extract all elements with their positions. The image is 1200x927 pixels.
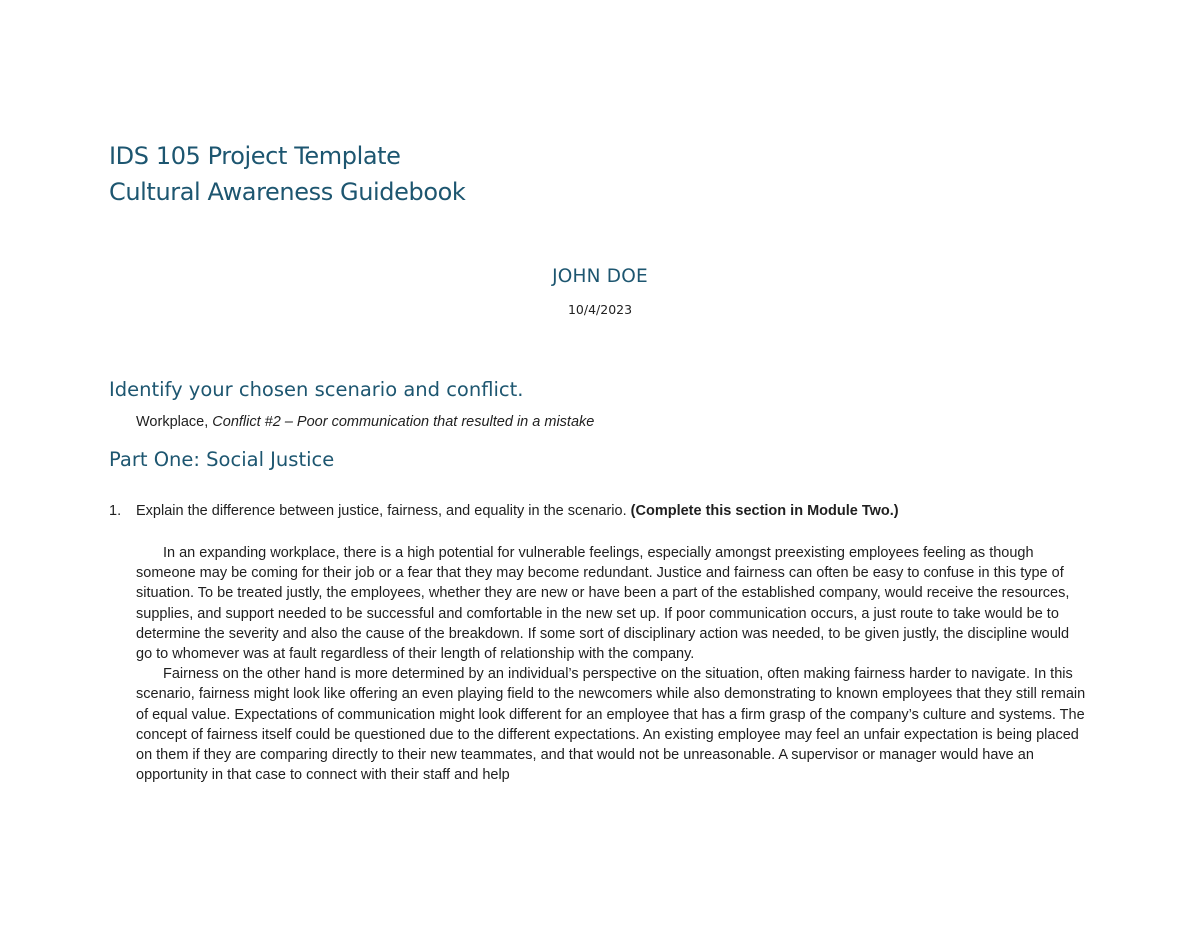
scenario-heading: Identify your chosen scenario and conflict.: [109, 378, 524, 401]
answer-paragraph-fairness: Fairness on the other hand is more determined by an individual’s perspective on the situation, often making fairness harder to navigate. In this scenario, fairness might look like offering an even playing field to the newcomers while also demonstrating to known employees that they still remain of equal value. Expectations of communication might look different for an employee that has a firm grasp of the company’s culture and systems. The concept of fairness itself could be questioned due to the different expectations. An existing employee may feel an unfair expectation is being placed on them if they are comparing directly to their new teammates, and that would not be unreasonable. A supervisor or manager would have an opportunity in that case to connect with their staff and help: [136, 666, 1086, 784]
document-title: [109, 138, 465, 210]
author-name: JOHN DOE: [552, 266, 648, 287]
answer-paragraph-justice: In an expanding workplace, there is a high potential for vulnerable feelings, especially amongst preexisting employees feeling as though someone may be coming for their job or a fear that they may become redundant. Justice and fairness can often be easy to confuse in this type of situation. To be treated justly, the employees, whether they are new or have been a part of the established company, would receive the resources, supplies, and support needed to be successful and comfortable in the new set up. If poor communication occurs, a just route to take would be to determine the severity and also the cause of the breakdown. If some sort of disciplinary action was needed, to be given justly, the discipline would go to whomever was at fault regardless of their length of relationship with the company.: [136, 545, 1070, 663]
question-note: (Complete this section in Module Two.): [630, 503, 899, 519]
title-line-2: Cultural Awareness Guidebook: [109, 178, 466, 206]
scenario-setting: Workplace,: [136, 414, 213, 430]
scenario-conflict: Conflict #2 – Poor communication that resulted in a mistake: [212, 414, 595, 430]
document-date: 10/4/2023: [567, 302, 633, 317]
answer-body: [136, 543, 1088, 785]
question-text: Explain the difference between justice, fairness, and equality in the scenario.: [136, 503, 631, 519]
list-number: 1.: [109, 503, 122, 519]
title-line-1: IDS 105 Project Template: [109, 142, 401, 170]
part-one-heading: Part One: Social Justice: [109, 448, 335, 471]
list-item: [109, 503, 899, 519]
scenario-description: [136, 414, 594, 430]
